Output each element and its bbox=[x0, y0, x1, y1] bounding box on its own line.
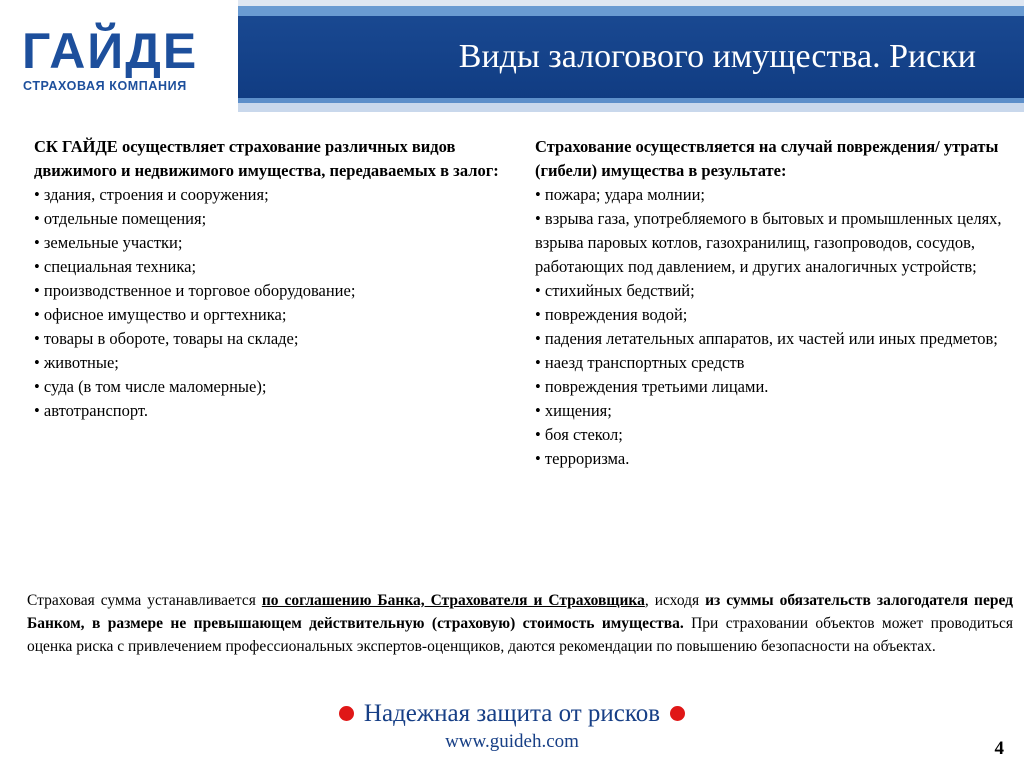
company-logo bbox=[20, 22, 230, 102]
red-bullet-icon bbox=[339, 706, 354, 721]
list-item: • наезд транспортных средств bbox=[535, 351, 1015, 375]
red-bullet-icon bbox=[670, 706, 685, 721]
list-item: • отдельные помещения; bbox=[34, 207, 504, 231]
header-banner bbox=[238, 0, 1024, 112]
list-item: • пожара; удара молнии; bbox=[535, 183, 1015, 207]
property-types-intro: СК ГАЙДЕ осуществляет страхование различных видов движимого и недвижимого имущества, передаваемых в залог: bbox=[34, 137, 499, 180]
website-url: www.guideh.com bbox=[445, 731, 579, 752]
tagline-text: Надежная защита от рисков bbox=[363, 700, 661, 727]
logo-wordmark: ГАЙДЕ bbox=[22, 23, 199, 79]
list-item: • офисное имущество и оргтехника; bbox=[34, 303, 504, 327]
paragraph-text: Страховая сумма устанавливается bbox=[27, 592, 262, 609]
page-number: 4 bbox=[994, 738, 1004, 759]
list-item: • боя стекол; bbox=[535, 423, 1015, 447]
slide-title: Виды залогового имущества. Риски bbox=[458, 38, 976, 75]
list-item: • повреждения водой; bbox=[535, 303, 1015, 327]
property-types-column bbox=[34, 135, 504, 423]
paragraph-text: , исходя bbox=[644, 592, 706, 609]
risks-intro: Страхование осуществляется на случай повреждения/ утраты (гибели) имущества в результате: bbox=[535, 137, 999, 180]
list-item: • падения летательных аппаратов, их частей или иных предметов; bbox=[535, 327, 1015, 351]
agreement-parties-text: по соглашению Банка, Страхователя и Страховщика bbox=[261, 592, 645, 609]
list-item: • специальная техника; bbox=[34, 255, 504, 279]
paragraph-text: При страховании объектов может проводиться оценка риска с привлечением профессиональных экспертов-оценщиков, даются рекомендации по повышению безопасности на объектах. bbox=[27, 615, 1013, 655]
risks-column bbox=[535, 135, 1015, 471]
list-item: • хищения; bbox=[535, 399, 1015, 423]
footer-tagline bbox=[0, 700, 1024, 728]
obligation-sum-text: из суммы обязательств залогодателя перед Банком, в размере не превышающем действительную (страховую) стоимость имущества. bbox=[27, 592, 1014, 632]
header-stripe bbox=[238, 6, 1024, 16]
list-item: • повреждения третьими лицами. bbox=[535, 375, 1015, 399]
list-item: • терроризма. bbox=[535, 447, 1015, 471]
list-item: • здания, строения и сооружения; bbox=[34, 183, 504, 207]
list-item: • суда (в том числе маломерные); bbox=[34, 375, 504, 399]
header-stripe bbox=[238, 103, 1024, 112]
list-item: • стихийных бедствий; bbox=[535, 279, 1015, 303]
property-types-list bbox=[34, 183, 504, 423]
risks-list bbox=[535, 183, 1015, 471]
logo-subtitle: СТРАХОВАЯ КОМПАНИЯ bbox=[23, 79, 187, 93]
list-item: • животные; bbox=[34, 351, 504, 375]
list-item: • товары в обороте, товары на складе; bbox=[34, 327, 504, 351]
list-item: • взрыва газа, употребляемого в бытовых и промышленных целях, взрыва паровых котлов, газохранилищ, газопроводов, сосудов, работающих под давлением, и других аналогичных устройств; bbox=[535, 207, 1015, 279]
list-item: • автотранспорт. bbox=[34, 399, 504, 423]
list-item: • земельные участки; bbox=[34, 231, 504, 255]
list-item: • производственное и торговое оборудование; bbox=[34, 279, 504, 303]
insured-sum-paragraph bbox=[27, 589, 1013, 658]
